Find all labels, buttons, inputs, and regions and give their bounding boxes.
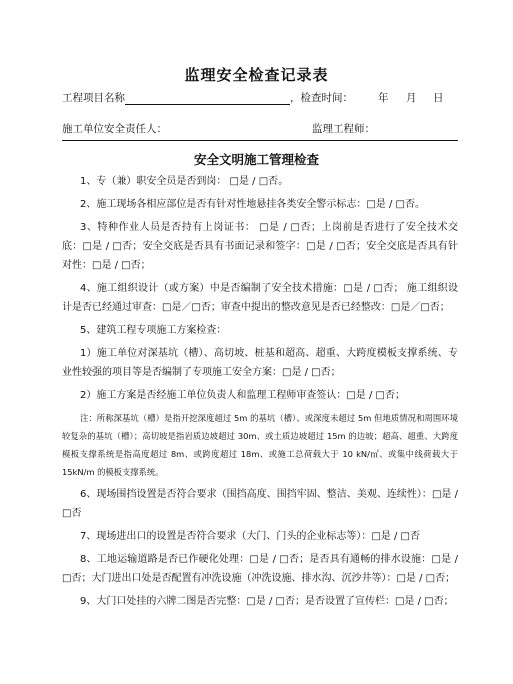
- check-item-7: 7、现场进出口的设置是否符合要求（大门、门头的企业标志等）：□是 / □否: [80, 531, 420, 542]
- check-item-5-2: 2）施工方案是否经施工单位负责人和监理工程师审查签认：□是 / □否；: [80, 390, 405, 401]
- check-item-4: 4、施工组织设计（或方案）中是否编制了安全技术措施：□是 / □否； 施工组织设计是否已经通过审查：□是／□否；审查中提出的整改意见是否已经整改：□是／□否；: [62, 283, 458, 313]
- safety-responsible-label: 施工单位安全责任人：: [62, 123, 167, 135]
- check-time-label: ，检查时间：: [290, 92, 353, 104]
- checklist-body: [62, 172, 458, 615]
- check-item-5-1: 1）施工单位对深基坑（槽）、高切坡、桩基和超高、超重、大跨度模板支撑系统、专业性较强的项目等是否编制了专项施工安全方案：□是 / □否；: [62, 348, 458, 378]
- check-item-6: 6、现场围挡设置是否符合要求（围挡高度、围挡牢固、整洁、美观、连续性）：□是 / □否: [62, 489, 458, 519]
- date-year: 年: [378, 92, 389, 104]
- check-item-9: 9、大门口处挂的六牌二图是否完整：□是 / □否；是否设置了宣传栏：□是 / □否；: [80, 596, 454, 607]
- check-note: 注：所称深基坑（槽）是指开挖深度超过 5m 的基坑（槽）、或深度未超过 5m 但地质情况和周围环境较复杂的基坑（槽）；高切坡是指岩质边坡超过 30m、或土质边坡超过 15m 的边坡；超高、超重、大跨度模板支撑系统是指高度超过 8m、或跨度超过 18m、或施工总荷载大于 10 kN/㎡、或集中线荷载大于 15kN/m 的模板支撑系统。: [62, 413, 458, 477]
- supervisor-label: 监理工程师：: [312, 123, 375, 135]
- project-name-label: 工程项目名称: [62, 92, 125, 104]
- project-name-field[interactable]: [125, 93, 290, 105]
- check-item-2: 2、施工现场各相应部位是否有针对性地悬挂各类安全警示标志：□是 / □否。: [80, 199, 425, 210]
- project-name-row: [62, 90, 353, 105]
- section-title: 安全文明施工管理检查: [193, 152, 319, 167]
- header-divider: [62, 140, 458, 141]
- check-item-3: 3、特种作业人员是否持有上岗证书： □是 / □否；上岗前是否进行了安全技术交底：□是 / □否；安全交底是否具有书面记录和签字：□是 / □否；安全交底是否具有针对性：□是 / □否；: [62, 222, 458, 271]
- check-item-5: 5、建筑工程专项施工方案检查：: [80, 325, 227, 336]
- check-item-1: 1、专（兼）职安全员是否到岗： □是 / □否。: [80, 176, 289, 187]
- document-title: 监理安全检查记录表: [184, 66, 329, 84]
- date-month: 月: [406, 92, 417, 104]
- check-item-8: 8、工地运输道路是否已作硬化处理：□是 / □否；是否具有通畅的排水设施：□是 / □否；大门进出口处是否配置有冲洗设施（冲洗设施、排水沟、沉沙井等）：□是 / □否；: [62, 554, 458, 584]
- date-day: 日: [433, 92, 444, 104]
